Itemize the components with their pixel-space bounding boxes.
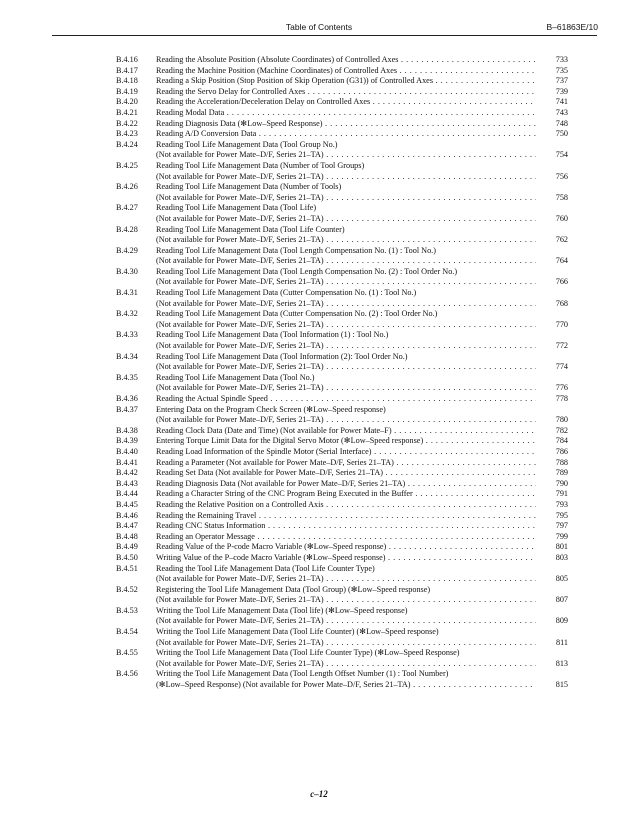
page-ref: 813 xyxy=(555,658,568,668)
section-title-line: Reading Diagnosis Data (✻Low–Speed Response) . . . xyxy=(156,119,536,130)
page-ref: 807 xyxy=(555,595,568,605)
section-title-line: Reading the Absolute Position (Absolute Coordinates) of Controlled Axes . . . xyxy=(156,55,536,66)
section-title-line: (Not available for Power Mate–D/F, Series 21–TA) . . . xyxy=(156,150,536,161)
section-title-line: Reading Value of the P-code Macro Variable (✻Low–Speed response) . . . xyxy=(156,542,536,553)
section-title-line: Reading the Acceleration/Deceleration Delay on Controlled Axes . . . xyxy=(156,97,536,108)
section-title-line: (Not available for Power Mate–D/F, Series 21–TA) . . . xyxy=(156,616,536,627)
section-title-line: Reading Modal Data . . . xyxy=(156,108,536,119)
section-title-line: (Not available for Power Mate–D/F, Series 21–TA) . . . xyxy=(156,235,536,246)
section-title-line: Reading the Remaining Travel . . . xyxy=(156,511,536,522)
section-title-line: (Not available for Power Mate–D/F, Series 21–TA) . . . xyxy=(156,214,536,225)
section-number: B.4.56 xyxy=(116,669,138,679)
section-title-line: Reading Tool Life Management Data (Tool No.) xyxy=(156,372,315,382)
toc-entry[interactable] xyxy=(116,129,568,140)
toc-entry[interactable] xyxy=(116,553,568,564)
section-number: B.4.21 xyxy=(116,107,138,117)
page-ref: 733 xyxy=(555,55,568,64)
section-title-line: Reading A/D Conversion Data . . . xyxy=(156,129,536,140)
section-title-line: Reading Tool Life Management Data (Cutter Compensation No. (1) : Tool No.) xyxy=(156,288,417,298)
toc-entry[interactable] xyxy=(116,87,568,98)
page-number: c–12 xyxy=(310,789,328,799)
page-ref: 788 xyxy=(555,457,568,467)
section-number: B.4.39 xyxy=(116,436,138,446)
page-ref: 809 xyxy=(555,616,568,626)
section-title-line: (Not available for Power Mate–D/F, Series 21–TA) . . . xyxy=(156,172,536,183)
section-title-line: Reading Tool Life Management Data (Tool Information (2): Tool Order No.) xyxy=(156,351,408,361)
section-title-line: Writing the Tool Life Management Data (Tool life) (✻Low–Speed response) xyxy=(156,605,408,615)
page-ref: 737 xyxy=(555,76,568,86)
page-ref: 768 xyxy=(555,298,568,308)
section-title-line: Entering Torque Limit Data for the Digital Servo Motor (✻Low–Speed response) . . . xyxy=(156,436,536,447)
section-title-line: (Not available for Power Mate–D/F, Series 21–TA) . . . xyxy=(156,638,536,649)
page-ref: 764 xyxy=(555,256,568,266)
header-title: Table of Contents xyxy=(285,22,353,32)
page-ref: 797 xyxy=(555,521,568,531)
section-number: B.4.27 xyxy=(116,203,138,213)
toc-entry[interactable] xyxy=(116,76,568,87)
section-number: B.4.29 xyxy=(116,245,138,255)
section-number: B.4.24 xyxy=(116,139,138,149)
toc-entry[interactable] xyxy=(116,489,568,500)
page-ref: 793 xyxy=(555,499,568,509)
section-number: B.4.31 xyxy=(116,288,138,298)
section-number: B.4.53 xyxy=(116,605,138,615)
toc-entry[interactable] xyxy=(116,246,568,267)
toc-entry[interactable] xyxy=(116,511,568,522)
section-title-line: (Not available for Power Mate–D/F, Series 21–TA) . . . xyxy=(156,595,536,606)
toc-entry[interactable] xyxy=(116,108,568,119)
page-ref: 780 xyxy=(555,415,568,425)
table-of-contents xyxy=(116,55,568,691)
section-title-line: Reading Tool Life Management Data (Number of Tools) xyxy=(156,182,342,192)
section-number: B.4.38 xyxy=(116,425,138,435)
toc-entry[interactable] xyxy=(116,119,568,130)
page-ref: 801 xyxy=(555,542,568,552)
toc-entry[interactable] xyxy=(116,309,568,330)
page-ref: 766 xyxy=(555,277,568,287)
section-number: B.4.18 xyxy=(116,76,138,86)
page-ref: 784 xyxy=(555,436,568,446)
section-title-line: (Not available for Power Mate–D/F, Series 21–TA) . . . xyxy=(156,299,536,310)
section-title-line: Reading the Machine Position (Machine Coordinates) of Controlled Axes . . . xyxy=(156,66,536,77)
page-ref: 739 xyxy=(555,86,568,96)
page-ref: 789 xyxy=(555,468,568,478)
section-number: B.4.19 xyxy=(116,86,138,96)
toc-entry[interactable] xyxy=(116,585,568,606)
header-rule xyxy=(52,35,597,36)
section-number: B.4.46 xyxy=(116,510,138,520)
page-ref: 762 xyxy=(555,235,568,245)
toc-entry[interactable] xyxy=(116,140,568,161)
page-ref: 770 xyxy=(555,319,568,329)
section-title-line: Reading CNC Status Information . . . xyxy=(156,521,536,532)
section-number: B.4.54 xyxy=(116,627,138,637)
toc-entry[interactable] xyxy=(116,564,568,585)
section-title-line: Reading Tool Life Management Data (Tool Information (1) : Tool No.) xyxy=(156,330,389,340)
section-number: B.4.32 xyxy=(116,309,138,319)
section-number: B.4.52 xyxy=(116,584,138,594)
toc-entry[interactable] xyxy=(116,288,568,309)
toc-entry[interactable] xyxy=(116,225,568,246)
section-title-line: Reading an Operator Message . . . xyxy=(156,532,536,543)
page-ref: 799 xyxy=(555,531,568,541)
toc-entry[interactable] xyxy=(116,521,568,532)
page-ref: 811 xyxy=(556,637,568,647)
toc-entry[interactable] xyxy=(116,203,568,224)
section-title-line: Reading the Relative Position on a Controlled Axis . . . xyxy=(156,500,536,511)
section-number: B.4.20 xyxy=(116,97,138,107)
section-title-line: Entering Data on the Program Check Screen (✻Low–Speed response) xyxy=(156,404,386,414)
section-title-line: Reading a Parameter (Not available for Power Mate–D/F, Series 21–TA) . . . xyxy=(156,458,536,469)
section-number: B.4.41 xyxy=(116,457,138,467)
page-ref: 786 xyxy=(555,446,568,456)
page-ref: 758 xyxy=(555,192,568,202)
toc-entry[interactable] xyxy=(116,97,568,108)
toc-entry[interactable] xyxy=(116,648,568,669)
section-number: B.4.49 xyxy=(116,542,138,552)
section-title-line: (Not available for Power Mate–D/F, Series 21–TA) . . . xyxy=(156,383,536,394)
toc-entry[interactable] xyxy=(116,161,568,182)
section-number: B.4.28 xyxy=(116,224,138,234)
page-ref: 774 xyxy=(555,362,568,372)
section-number: B.4.30 xyxy=(116,266,138,276)
page-ref: 750 xyxy=(555,129,568,139)
toc-entry[interactable] xyxy=(116,606,568,627)
section-title-line: Writing the Tool Life Management Data (Tool Life Counter) (✻Low–Speed response) xyxy=(156,627,439,637)
section-title-line: (Not available for Power Mate–D/F, Series 21–TA) . . . xyxy=(156,659,536,670)
toc-entry[interactable] xyxy=(116,458,568,469)
section-number: B.4.16 xyxy=(116,55,138,64)
section-number: B.4.37 xyxy=(116,404,138,414)
section-title-line: Reading Load Information of the Spindle Motor (Serial Interface) . . . xyxy=(156,447,536,458)
toc-entry[interactable] xyxy=(116,436,568,447)
section-number: B.4.43 xyxy=(116,478,138,488)
toc-entry[interactable] xyxy=(116,447,568,458)
section-title-line: Reading a Character String of the CNC Program Being Executed in the Buffer . . . xyxy=(156,489,536,500)
page-ref: 805 xyxy=(555,574,568,584)
section-title-line: Reading Clock Data (Date and Time) (Not available for Power Mate–F) . . . xyxy=(156,426,536,437)
section-number: B.4.50 xyxy=(116,552,138,562)
section-title-line: Reading a Skip Position (Stop Position of Skip Operation (G31)) of Controlled Axes . . . xyxy=(156,76,536,87)
section-title-line: (Not available for Power Mate–D/F, Series 21–TA) . . . xyxy=(156,277,536,288)
section-title-line: (Not available for Power Mate–D/F, Series 21–TA) . . . xyxy=(156,320,536,331)
toc-entry[interactable] xyxy=(116,426,568,437)
toc-entry[interactable] xyxy=(116,330,568,351)
toc-entry[interactable] xyxy=(116,532,568,543)
section-number: B.4.23 xyxy=(116,129,138,139)
page-ref: 782 xyxy=(555,425,568,435)
section-number: B.4.40 xyxy=(116,446,138,456)
section-title-line: (Not available for Power Mate–D/F, Series 21–TA) . . . xyxy=(156,256,536,267)
section-number: B.4.55 xyxy=(116,648,138,658)
toc-entry[interactable] xyxy=(116,669,568,690)
document-code: B–61863E/10 xyxy=(546,22,598,32)
section-number: B.4.45 xyxy=(116,499,138,509)
page-ref: 754 xyxy=(555,150,568,160)
page-ref: 776 xyxy=(555,383,568,393)
section-title-line: Writing the Tool Life Management Data (Tool Life Counter Type) (✻Low–Speed Response) xyxy=(156,648,460,658)
section-number: B.4.25 xyxy=(116,160,138,170)
section-title-line: Reading the Servo Delay for Controlled Axes . . . xyxy=(156,87,536,98)
section-title-line: Reading Set Data (Not available for Power Mate–D/F, Series 21–TA) . . . xyxy=(156,468,536,479)
section-title-line: (Not available for Power Mate–D/F, Series 21–TA) . . . xyxy=(156,574,536,585)
section-title-line: Reading Tool Life Management Data (Tool Length Compensation No. (1) : Tool No.) xyxy=(156,245,436,255)
section-title-line: (Not available for Power Mate–D/F, Series 21–TA) . . . xyxy=(156,341,536,352)
section-title-line: Reading Diagnosis Data (Not available for Power Mate–D/F, Series 21–TA) . . . xyxy=(156,479,536,490)
toc-entry[interactable] xyxy=(116,468,568,479)
page-header xyxy=(0,18,638,34)
page-ref: 790 xyxy=(555,478,568,488)
page-ref: 756 xyxy=(555,171,568,181)
toc-entry[interactable] xyxy=(116,267,568,288)
section-number: B.4.22 xyxy=(116,118,138,128)
page-ref: 735 xyxy=(555,65,568,75)
section-title-line: Reading the Actual Spindle Speed . . . xyxy=(156,394,536,405)
page-ref: 760 xyxy=(555,213,568,223)
page-ref: 791 xyxy=(555,489,568,499)
section-title-line: Writing the Tool Life Management Data (Tool Length Offset Number (1) : Tool Number) xyxy=(156,669,449,679)
section-title-line: (Not available for Power Mate–D/F, Series 21–TA) . . . xyxy=(156,193,536,204)
page-ref: 778 xyxy=(555,394,568,403)
section-title-line: Reading Tool Life Management Data (Cutter Compensation No. (2) : Tool Order No.) xyxy=(156,309,438,319)
section-title-line: Reading Tool Life Management Data (Tool Life Counter) xyxy=(156,224,345,234)
section-title-line: (✻Low–Speed Response) (Not available for Power Mate–D/F, Series 21–TA) . . . xyxy=(156,680,536,691)
section-number: B.4.47 xyxy=(116,521,138,531)
toc-entry[interactable] xyxy=(116,182,568,203)
page-ref: 795 xyxy=(555,510,568,520)
section-title-line: (Not available for Power Mate–D/F, Series 21–TA) . . . xyxy=(156,415,536,426)
section-number: B.4.48 xyxy=(116,531,138,541)
section-number: B.4.44 xyxy=(116,489,138,499)
section-number: B.4.34 xyxy=(116,351,138,361)
toc-entry[interactable] xyxy=(116,627,568,648)
section-title-line: Writing Value of the P–code Macro Variable (✻Low–Speed response) . . . xyxy=(156,553,536,564)
section-title-line: Reading the Tool Life Management Data (Tool Life Counter Type) xyxy=(156,563,375,573)
section-title-line: Reading Tool Life Management Data (Tool Group No.) xyxy=(156,139,338,149)
toc-entry[interactable] xyxy=(116,394,568,405)
page-ref: 803 xyxy=(555,552,568,562)
toc-entry[interactable] xyxy=(116,500,568,511)
page-ref: 772 xyxy=(555,341,568,351)
page-ref: 741 xyxy=(555,97,568,107)
section-number: B.4.35 xyxy=(116,372,138,382)
section-title-line: Reading Tool Life Management Data (Number of Tool Groups) xyxy=(156,160,365,170)
toc-entry[interactable] xyxy=(116,542,568,553)
section-number: B.4.51 xyxy=(116,563,138,573)
section-number: B.4.36 xyxy=(116,394,138,403)
section-number: B.4.42 xyxy=(116,468,138,478)
toc-entry[interactable] xyxy=(116,352,568,373)
page-ref: 743 xyxy=(555,107,568,117)
section-title-line: Reading Tool Life Management Data (Tool Length Compensation No. (2) : Tool Order No.) xyxy=(156,266,458,276)
section-title-line: (Not available for Power Mate–D/F, Series 21–TA) . . . xyxy=(156,362,536,373)
page-ref: 815 xyxy=(555,680,568,690)
section-title-line: Registering the Tool Life Management Data (Tool Group) (✻Low–Speed response) xyxy=(156,584,431,594)
toc-entry[interactable] xyxy=(116,479,568,490)
toc-entry[interactable] xyxy=(116,405,568,426)
toc-entry[interactable] xyxy=(116,66,568,77)
section-title-line: Reading Tool Life Management Data (Tool Life) xyxy=(156,203,317,213)
page-ref: 748 xyxy=(555,118,568,128)
toc-entry[interactable] xyxy=(116,373,568,394)
toc-entry[interactable] xyxy=(116,55,568,66)
section-number: B.4.33 xyxy=(116,330,138,340)
section-number: B.4.17 xyxy=(116,65,138,75)
section-number: B.4.26 xyxy=(116,182,138,192)
